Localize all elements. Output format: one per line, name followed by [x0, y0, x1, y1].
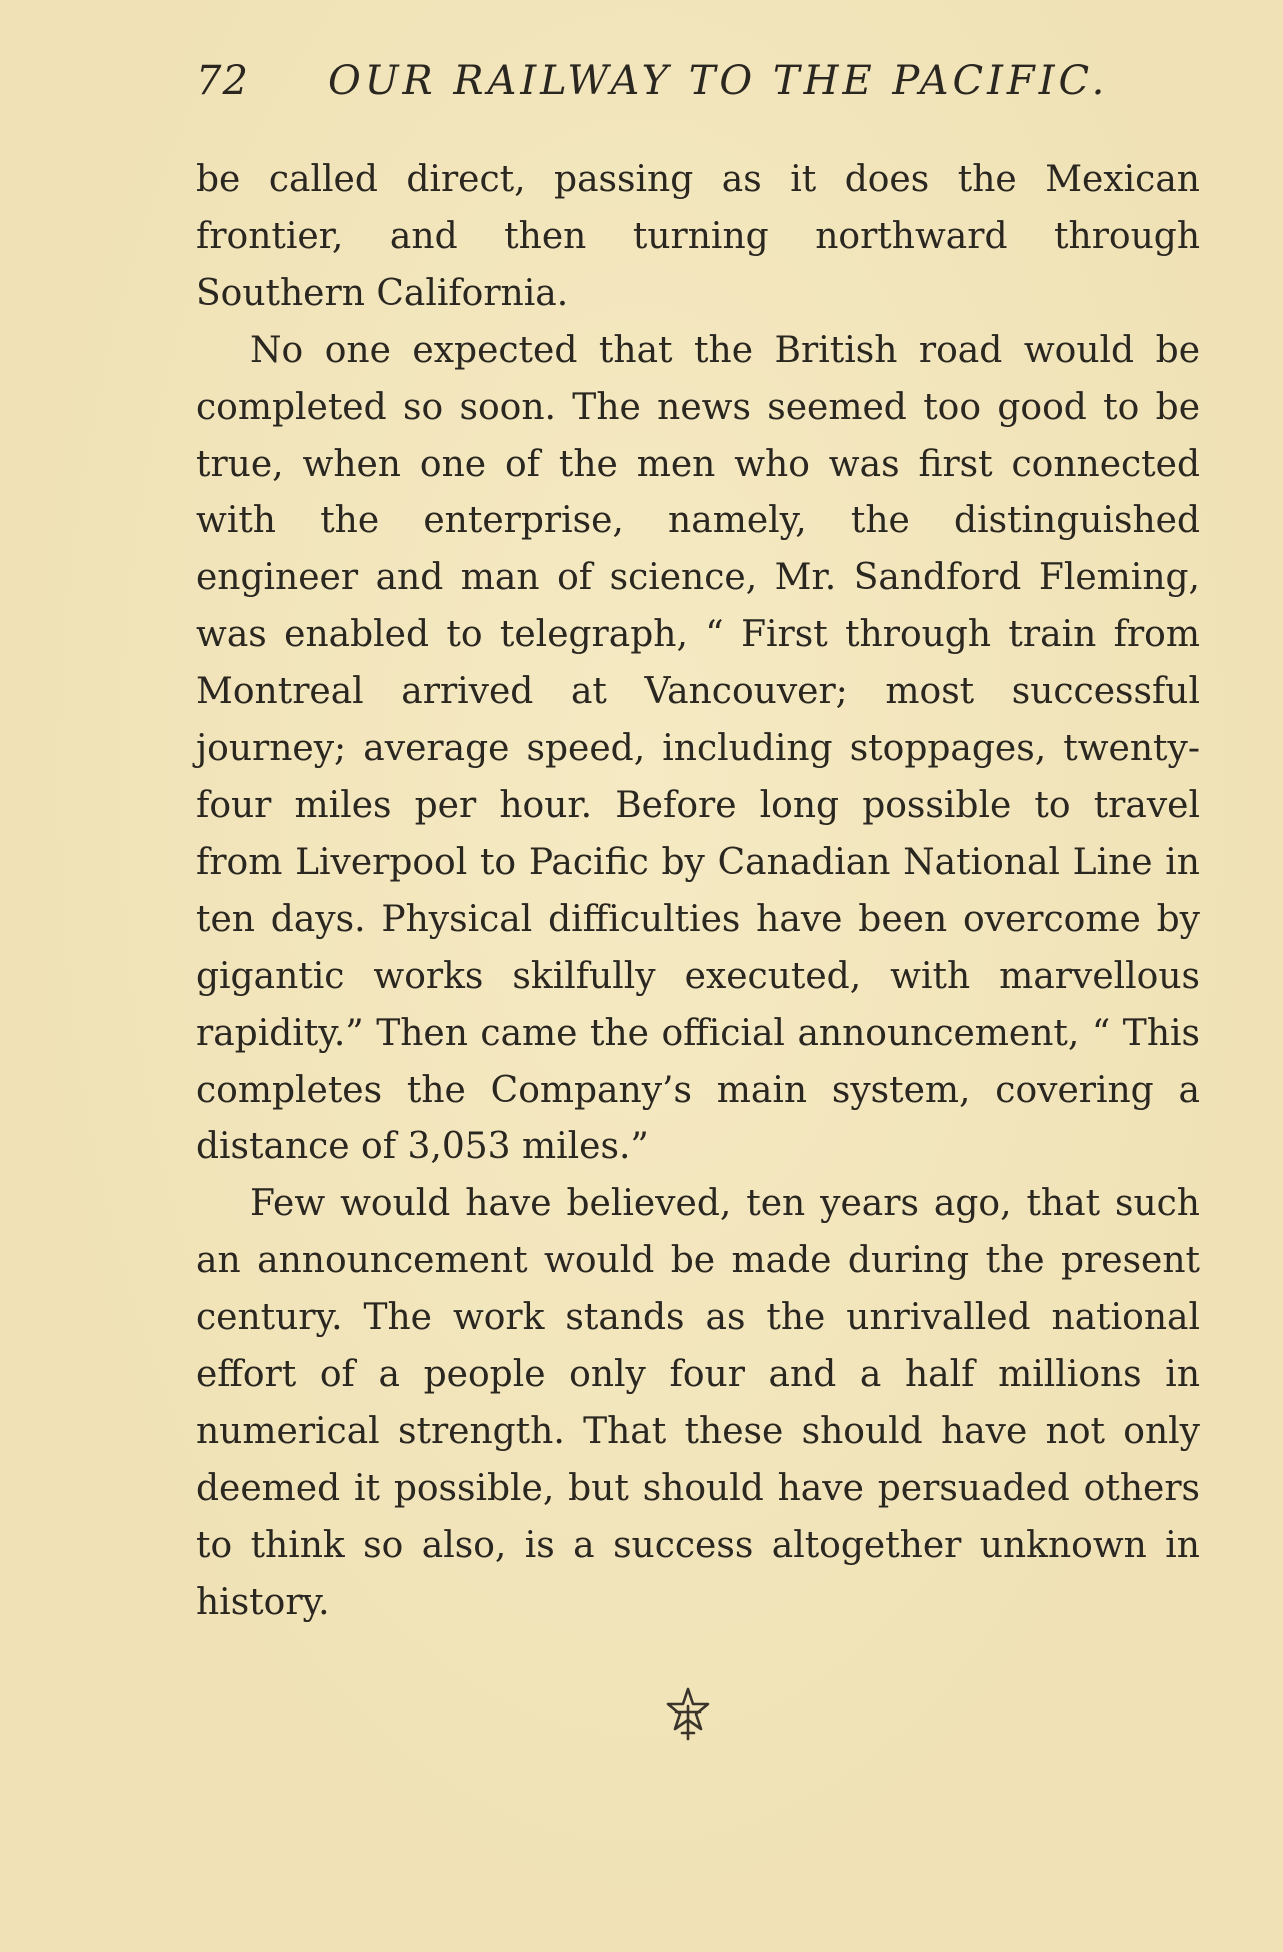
- running-title: OUR RAILWAY TO THE PACIFIC.: [328, 58, 1109, 104]
- paragraph-2: No one expected that the British road would be completed so soon. The news seemed too good to be true, when one of the men who was first connected with the enterprise, namely, the distinguished engineer and man of science, Mr. Sandford Fleming, was enabled to telegraph, “ First through train from Montreal arrived at Vancouver; most successful journey; average speed, including stoppages, twenty-four miles per hour. Before long possible to travel from Liverpool to Pacific by Canadian National Line in ten days. Physical difficulties have been overcome by gigantic works skilfully executed, with marvellous rapidity.” Then came the official announcement, “ This completes the Company’s main system, covering a distance of 3,053 miles.”: [196, 329, 1200, 1168]
- page-header: [196, 52, 1109, 112]
- page-number: 72: [196, 58, 249, 104]
- body-text: [196, 152, 1200, 1632]
- star-ornament-icon: [662, 1686, 714, 1742]
- paragraph-1: be called direct, passing as it does the Mexican frontier, and then turning northward through Southern California.: [196, 159, 1200, 314]
- paragraph-3: Few would have believed, ten years ago, that such an announcement would be made during the present century. The work stands as the unrivalled national effort of a people only four and a half millions in numerical strength. That these should have not only deemed it possible, but should have persuaded others to think so also, is a success altogether unknown in history.: [196, 1183, 1200, 1623]
